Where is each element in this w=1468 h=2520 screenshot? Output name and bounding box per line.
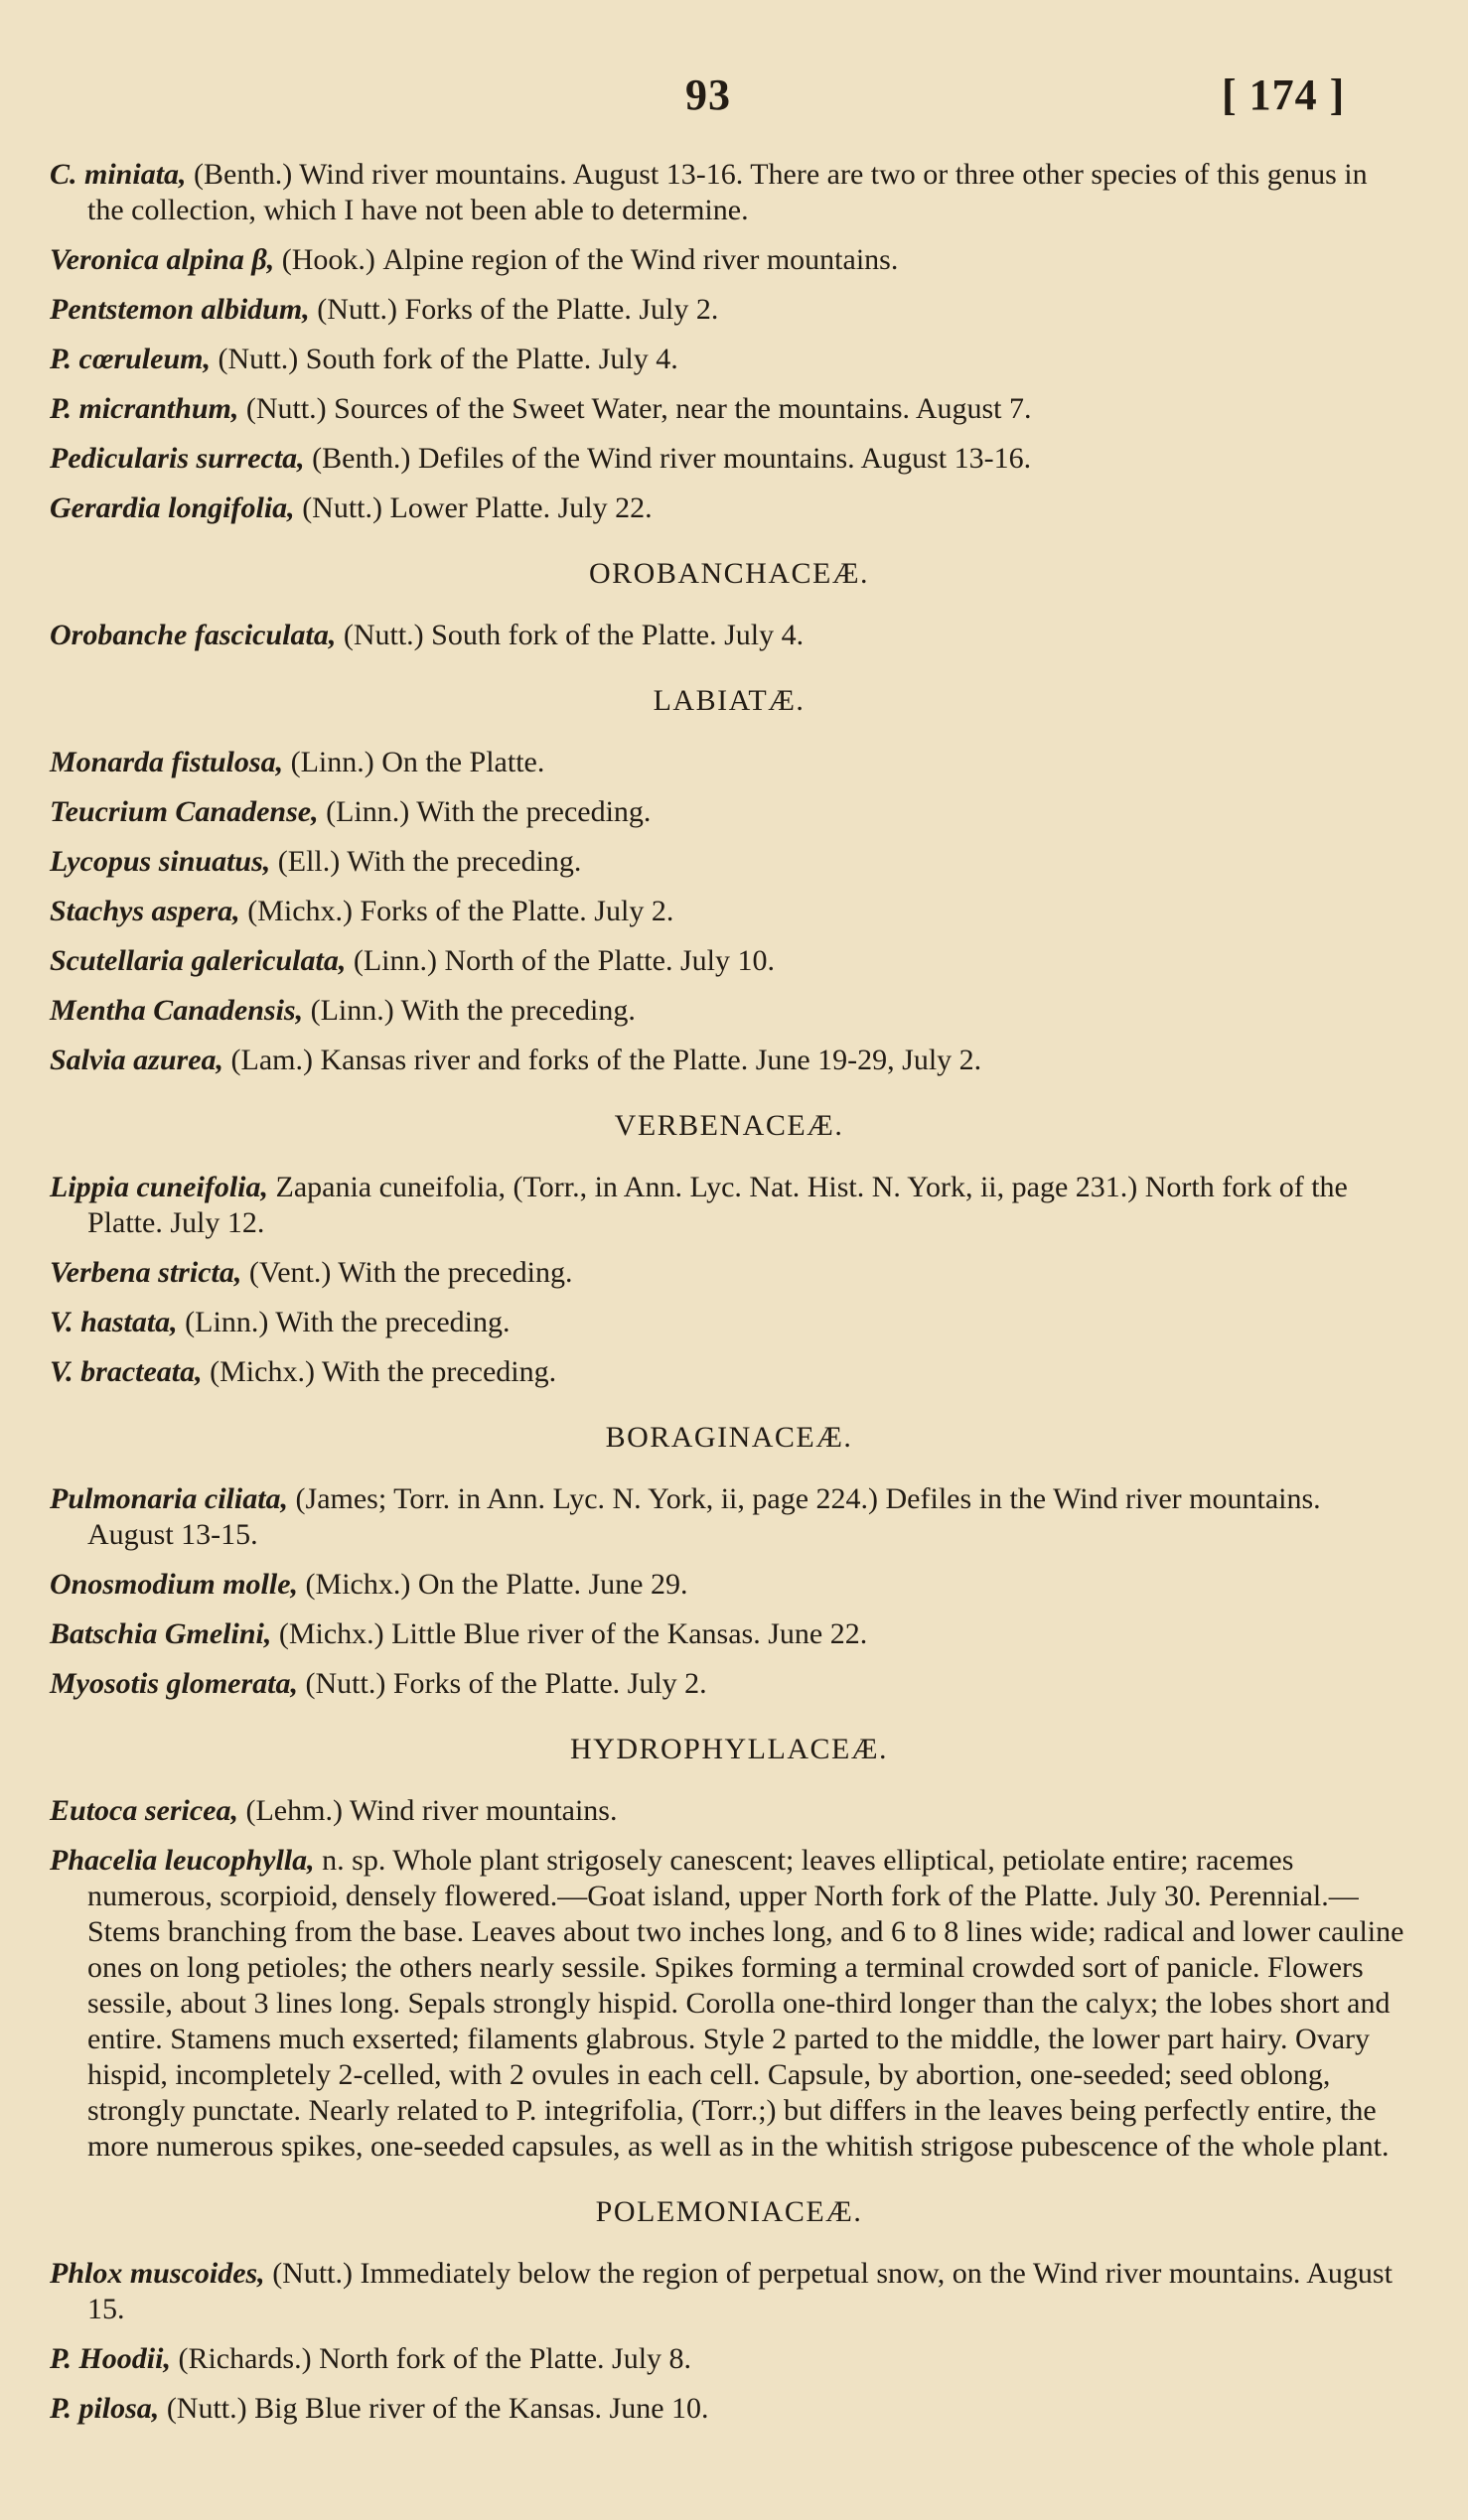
species-entry [50,1793,1408,1829]
species-description: (Linn.) With the preceding. [177,1306,511,1338]
species-entry [50,1354,1408,1390]
species-entry [50,2256,1408,2327]
species-description: (Linn.) North of the Platte. July 10. [346,944,775,977]
entries-block-3 [50,745,1408,1078]
species-description: (Michx.) With the preceding. [202,1355,557,1388]
species-entry [50,157,1408,228]
species-description: (Nutt.) Sources of the Sweet Water, near the mountains. August 7. [238,392,1032,425]
species-description: (Linn.) On the Platte. [283,746,545,778]
species-description: (Ell.) With the preceding. [270,845,582,878]
species-name: P. Hoodii, [50,2342,171,2375]
species-name: Veronica alpina β, [50,243,275,276]
species-entry [50,794,1408,830]
species-name: V. bracteata, [50,1355,203,1388]
species-name: Eutoca sericea, [50,1794,238,1827]
species-name: Mentha Canadensis, [50,994,304,1027]
species-entry [50,242,1408,278]
species-name: Monarda fistulosa, [50,746,284,778]
species-entry [50,292,1408,328]
species-name: Myosotis glomerata, [50,1667,299,1700]
species-description: (Michx.) On the Platte. June 29. [298,1568,688,1601]
species-name: V. hastata, [50,1306,178,1338]
species-description: (Lam.) Kansas river and forks of the Platte. June 19-29, July 2. [223,1044,982,1076]
species-entry [50,618,1408,653]
species-entry [50,943,1408,979]
species-entry [50,1043,1408,1078]
species-description: (Nutt.) Lower Platte. July 22. [294,491,653,524]
species-entry [50,1481,1408,1553]
species-name: Lippia cuneifolia, [50,1171,268,1203]
species-name: P. micranthum, [50,392,239,425]
species-description: (Linn.) With the preceding. [303,994,636,1027]
species-name: P. pilosa, [50,2392,160,2425]
entries-block-4 [50,1170,1408,1390]
species-name: Phlox muscoides, [50,2257,265,2290]
species-description: (Nutt.) South fork of the Platte. July 4. [336,619,805,651]
species-entry [50,1255,1408,1291]
species-name: Verbena stricta, [50,1256,242,1289]
family-heading-polemoniaceae: POLEMONIACEÆ. [595,2195,863,2228]
entries-block-5 [50,1481,1408,1702]
species-entry [50,490,1408,526]
species-description: (Nutt.) Forks of the Platte. July 2. [309,293,719,326]
species-name: P. cœruleum, [50,343,211,375]
species-description: (Nutt.) Immediately below the region of perpetual snow, on the Wind river mountains. August 15. [87,2257,1393,2325]
species-entry [50,1843,1408,2165]
species-entry [50,993,1408,1029]
species-description: Zapania cuneifolia, (Torr., in Ann. Lyc. Nat. Hist. N. York, ii, page 231.) North fork of the Platte. July 12. [87,1171,1348,1239]
species-description: (Nutt.) Big Blue river of the Kansas. June 10. [159,2392,709,2425]
bracket-page-number: [ 174 ] [1222,70,1346,119]
species-description: (Michx.) Little Blue river of the Kansas. June 22. [271,1617,868,1650]
species-description: (Benth.) Wind river mountains. August 13-16. There are two or three other species of this genus in the collection, which I have not been able to determine. [87,158,1368,226]
species-entry [50,1170,1408,1241]
species-name: Salvia azurea, [50,1044,224,1076]
species-entry [50,2391,1408,2427]
species-description: (Vent.) With the preceding. [241,1256,573,1289]
species-name: Pentstemon albidum, [50,293,310,326]
species-entry [50,745,1408,780]
species-name: C. miniata, [50,158,187,191]
species-entry [50,2341,1408,2377]
species-name: Phacelia leucophylla, [50,1844,315,1877]
species-entry [50,1666,1408,1702]
species-name: Scutellaria galericulata, [50,944,347,977]
species-entry [50,894,1408,929]
species-entry [50,342,1408,377]
species-description: (Linn.) With the preceding. [318,795,652,828]
species-name: Pedicularis surrecta, [50,442,305,475]
species-name: Onosmodium molle, [50,1568,299,1601]
species-description: (James; Torr. in Ann. Lyc. N. York, ii, page 224.) Defiles in the Wind river mountains. August 13-15. [87,1482,1321,1551]
page-number: 93 [685,70,731,119]
species-name: Lycopus sinuatus, [50,845,271,878]
family-heading-hydrophyllaceae: HYDROPHYLLACEÆ. [569,1733,888,1765]
entries-block-1 [50,157,1408,526]
family-heading-labiatae: LABIATÆ. [653,684,806,717]
species-description: n. sp. Whole plant strigosely canescent; leaves elliptical, petiolate entire; racemes numerous, scorpioid, densely flowered.—Goat island, upper North fork of the Platte. July 30. Perennial.—Stems branching from the base. Leaves about two inches long, and 6 to 8 lines wide; radical and lower cauline ones on long petioles; the others nearly sessile. Spikes forming a terminal crowded sort of panicle. Flowers sessile, about 3 lines long. Sepals strongly hispid. Corolla one-third longer than the calyx; the lobes short and entire. Stamens much exserted; filaments glabrous. Style 2 parted to the middle, the lower part hairy. Ovary hispid, incompletely 2-celled, with 2 ovules in each cell. Capsule, by abortion, one-seeded; seed oblong, strongly punctate. Nearly related to P. integrifolia, (Torr.;) but differs in the leaves being perfectly entire, the more numerous spikes, one-seeded capsules, as well as in the whitish strigose pubescence of the whole plant. [87,1844,1404,2163]
species-entry [50,441,1408,477]
species-name: Gerardia longifolia, [50,491,295,524]
species-name: Batschia Gmelini, [50,1617,272,1650]
entries-block-6 [50,1793,1408,2165]
species-name: Orobanche fasciculata, [50,619,337,651]
family-heading-verbenaceae: VERBENACEÆ. [614,1109,844,1142]
species-entry [50,844,1408,880]
species-entry [50,1616,1408,1652]
species-description: (Hook.) Alpine region of the Wind river mountains. [274,243,899,276]
species-entry [50,391,1408,427]
entries-block-7 [50,2256,1408,2427]
species-description: (Nutt.) Forks of the Platte. July 2. [298,1667,707,1700]
entries-block-2 [50,618,1408,653]
species-entry [50,1567,1408,1603]
species-description: (Michx.) Forks of the Platte. July 2. [239,895,674,927]
species-description: (Richards.) North fork of the Platte. July 8. [170,2342,692,2375]
species-name: Stachys aspera, [50,895,240,927]
species-description: (Nutt.) South fork of the Platte. July 4. [210,343,678,375]
species-name: Teucrium Canadense, [50,795,319,828]
family-heading-boraginaceae: BORAGINACEÆ. [605,1421,853,1454]
species-description: (Benth.) Defiles of the Wind river mountains. August 13-16. [304,442,1032,475]
species-entry [50,1305,1408,1340]
species-description: (Lehm.) Wind river mountains. [237,1794,618,1827]
family-heading-orobanchaceae: OROBANCHACEÆ. [588,557,870,590]
species-name: Pulmonaria ciliata, [50,1482,289,1515]
document-body [50,157,1408,2427]
